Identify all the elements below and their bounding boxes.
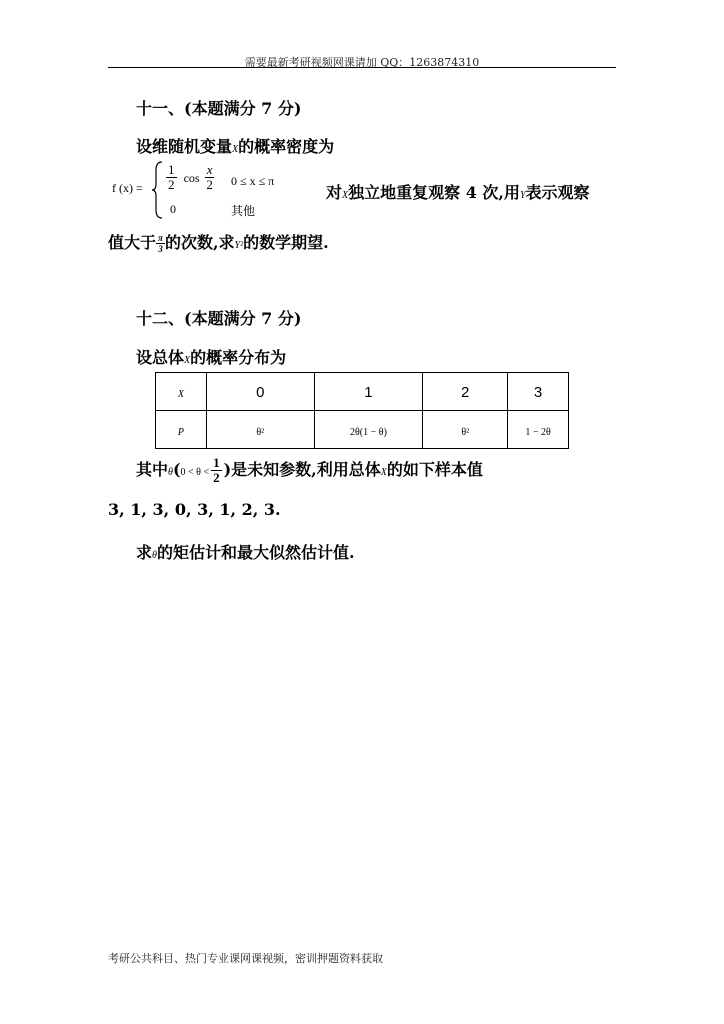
table-cell-prob: 1 − 2θ xyxy=(508,411,569,449)
problem-12-intro: 设总体X的概率分布为 xyxy=(136,348,287,367)
probability-distribution-table xyxy=(155,372,569,449)
density-function-label: f (x) = xyxy=(112,181,143,195)
problem-12-condition: 其中θ(0 < θ < $\frac{1}{2}$ )是未知参数,利用总体X的如下样本值 xyxy=(136,455,483,485)
var-theta: θ xyxy=(152,550,157,561)
density-case-1 xyxy=(166,163,214,192)
var-y: Y xyxy=(519,190,526,201)
table-cell-prob: θ² xyxy=(423,411,508,449)
table-cell-p-label: P xyxy=(156,411,207,449)
problem-11-line3: 值大于 $\frac{\pi}{3}$ 的次数,求Y²的数学期望. xyxy=(108,233,329,254)
page-header: 需要最新考研视频网课请加 QQ：1263874310 xyxy=(244,56,480,69)
problem-11-line1 xyxy=(136,134,334,157)
table-cell-prob: 2θ(1 − θ) xyxy=(314,411,423,449)
theta-range: 0 < θ < xyxy=(180,467,210,478)
table-cell-value: 1 xyxy=(314,373,423,411)
header-divider xyxy=(108,67,616,68)
var-theta: θ xyxy=(168,467,173,478)
density-case-2-condition: 其他 xyxy=(231,204,256,218)
sample-values: 3, 1, 3, 0, 3, 1, 2, 3. xyxy=(108,500,281,519)
var-x: X xyxy=(232,144,239,155)
problem-11-title: 十一、(本题满分 7 分) xyxy=(136,99,302,118)
cos-label: cos xyxy=(183,171,200,185)
table-cell-prob: θ² xyxy=(206,411,314,449)
fraction-x-half: $\frac{x}{2}$ xyxy=(206,162,213,192)
table-row-probabilities xyxy=(156,411,569,449)
problem-12-title: 十二、(本题满分 7 分) xyxy=(136,309,302,328)
table-cell-value: 0 xyxy=(206,373,314,411)
problem-11-line1-suffix: 的概率密度为 xyxy=(238,137,335,156)
fraction-pi-third: $\frac{\pi}{3}$ xyxy=(158,233,163,254)
table-cell-value: 3 xyxy=(508,373,569,411)
table-cell-value: 2 xyxy=(423,373,508,411)
fraction-one-half: $\frac{1}{2}$ xyxy=(168,162,175,192)
density-case-1-condition: 0 ≤ x ≤ π xyxy=(231,174,275,188)
fraction-one-half: $\frac{1}{2}$ xyxy=(213,455,220,485)
var-x: X xyxy=(184,355,191,366)
table-row-values xyxy=(156,373,569,411)
page-footer: 考研公共科目、热门专业课网课视频，密训押题资料获取 xyxy=(108,952,383,965)
problem-11-line1-prefix: 设维随机变量 xyxy=(136,137,233,156)
var-x: X xyxy=(380,467,387,478)
problem-12-question: 求θ的矩估计和最大似然估计值. xyxy=(136,543,355,562)
table-cell-x-label: X xyxy=(156,373,207,411)
density-case-2-value: 0 xyxy=(170,202,176,216)
var-y-squared: Y² xyxy=(234,240,244,251)
piecewise-brace xyxy=(150,160,164,220)
var-x: X xyxy=(342,190,349,201)
problem-11-line2: 对X独立地重复观察 4 次,用Y表示观察 xyxy=(326,183,590,202)
